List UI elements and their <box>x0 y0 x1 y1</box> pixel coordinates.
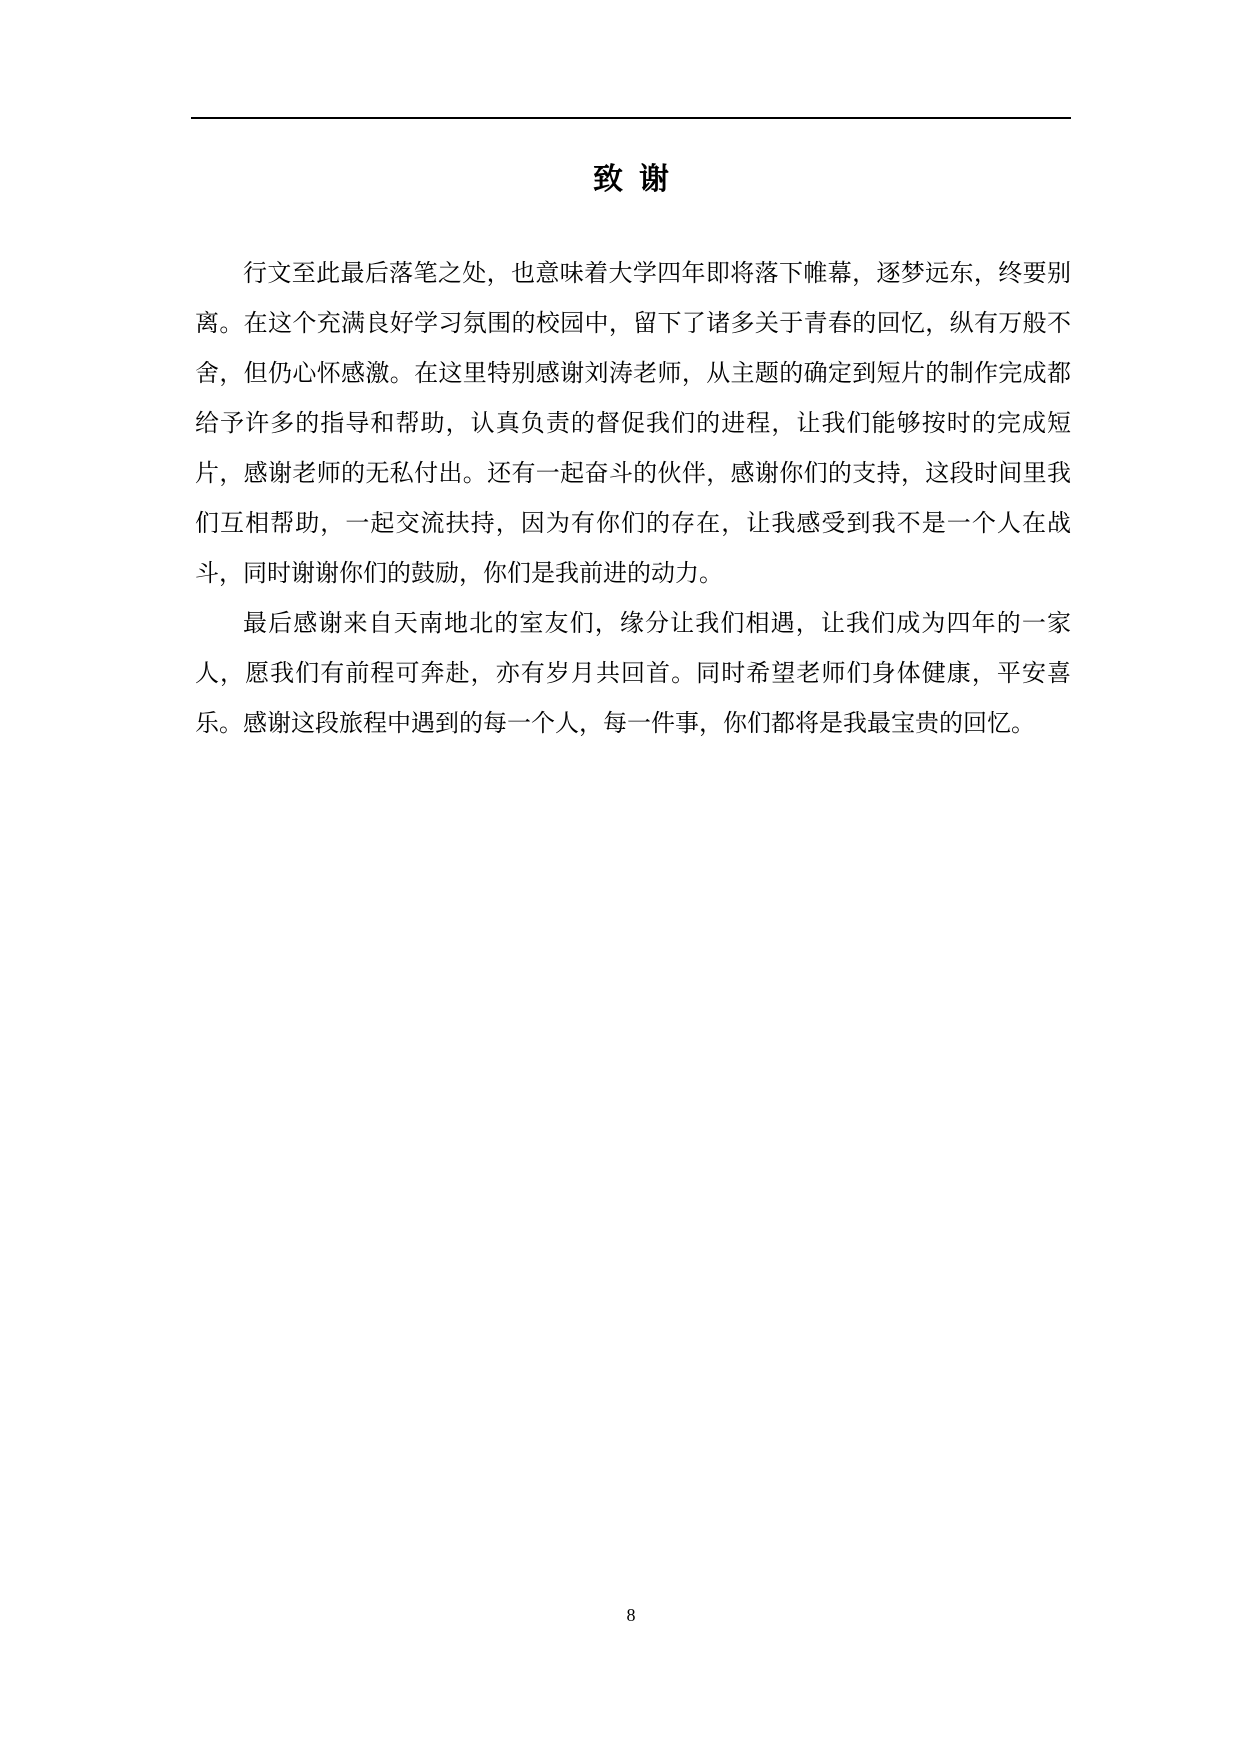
paragraph-1: 行文至此最后落笔之处，也意味着大学四年即将落下帷幕，逐梦远东，终要别离。在这个充满良好学习氛围的校园中，留下了诸多关于青春的回忆，纵有万般不舍，但仍心怀感激。在这里特别感谢刘涛老师，从主题的确定到短片的制作完成都给予许多的指导和帮助，认真负责的督促我们的进程，让我们能够按时的完成短片，感谢老师的无私付出。还有一起奋斗的伙伴，感谢你们的支持，这段时间里我们互相帮助，一起交流扶持，因为有你们的存在，让我感受到我不是一个人在战斗，同时谢谢你们的鼓励，你们是我前进的动力。 <box>195 259 1071 587</box>
header-rule <box>191 117 1071 119</box>
paragraph-2: 最后感谢来自天南地北的室友们，缘分让我们相遇，让我们成为四年的一家人，愿我们有前程可奔赴，亦有岁月共回首。同时希望老师们身体健康，平安喜乐。感谢这段旅程中遇到的每一个人，每一件事，你们都将是我最宝贵的回忆。 <box>195 609 1071 737</box>
body-text <box>195 248 1071 748</box>
page-number: 8 <box>626 1605 636 1625</box>
page-title: 致谢 <box>593 162 685 197</box>
